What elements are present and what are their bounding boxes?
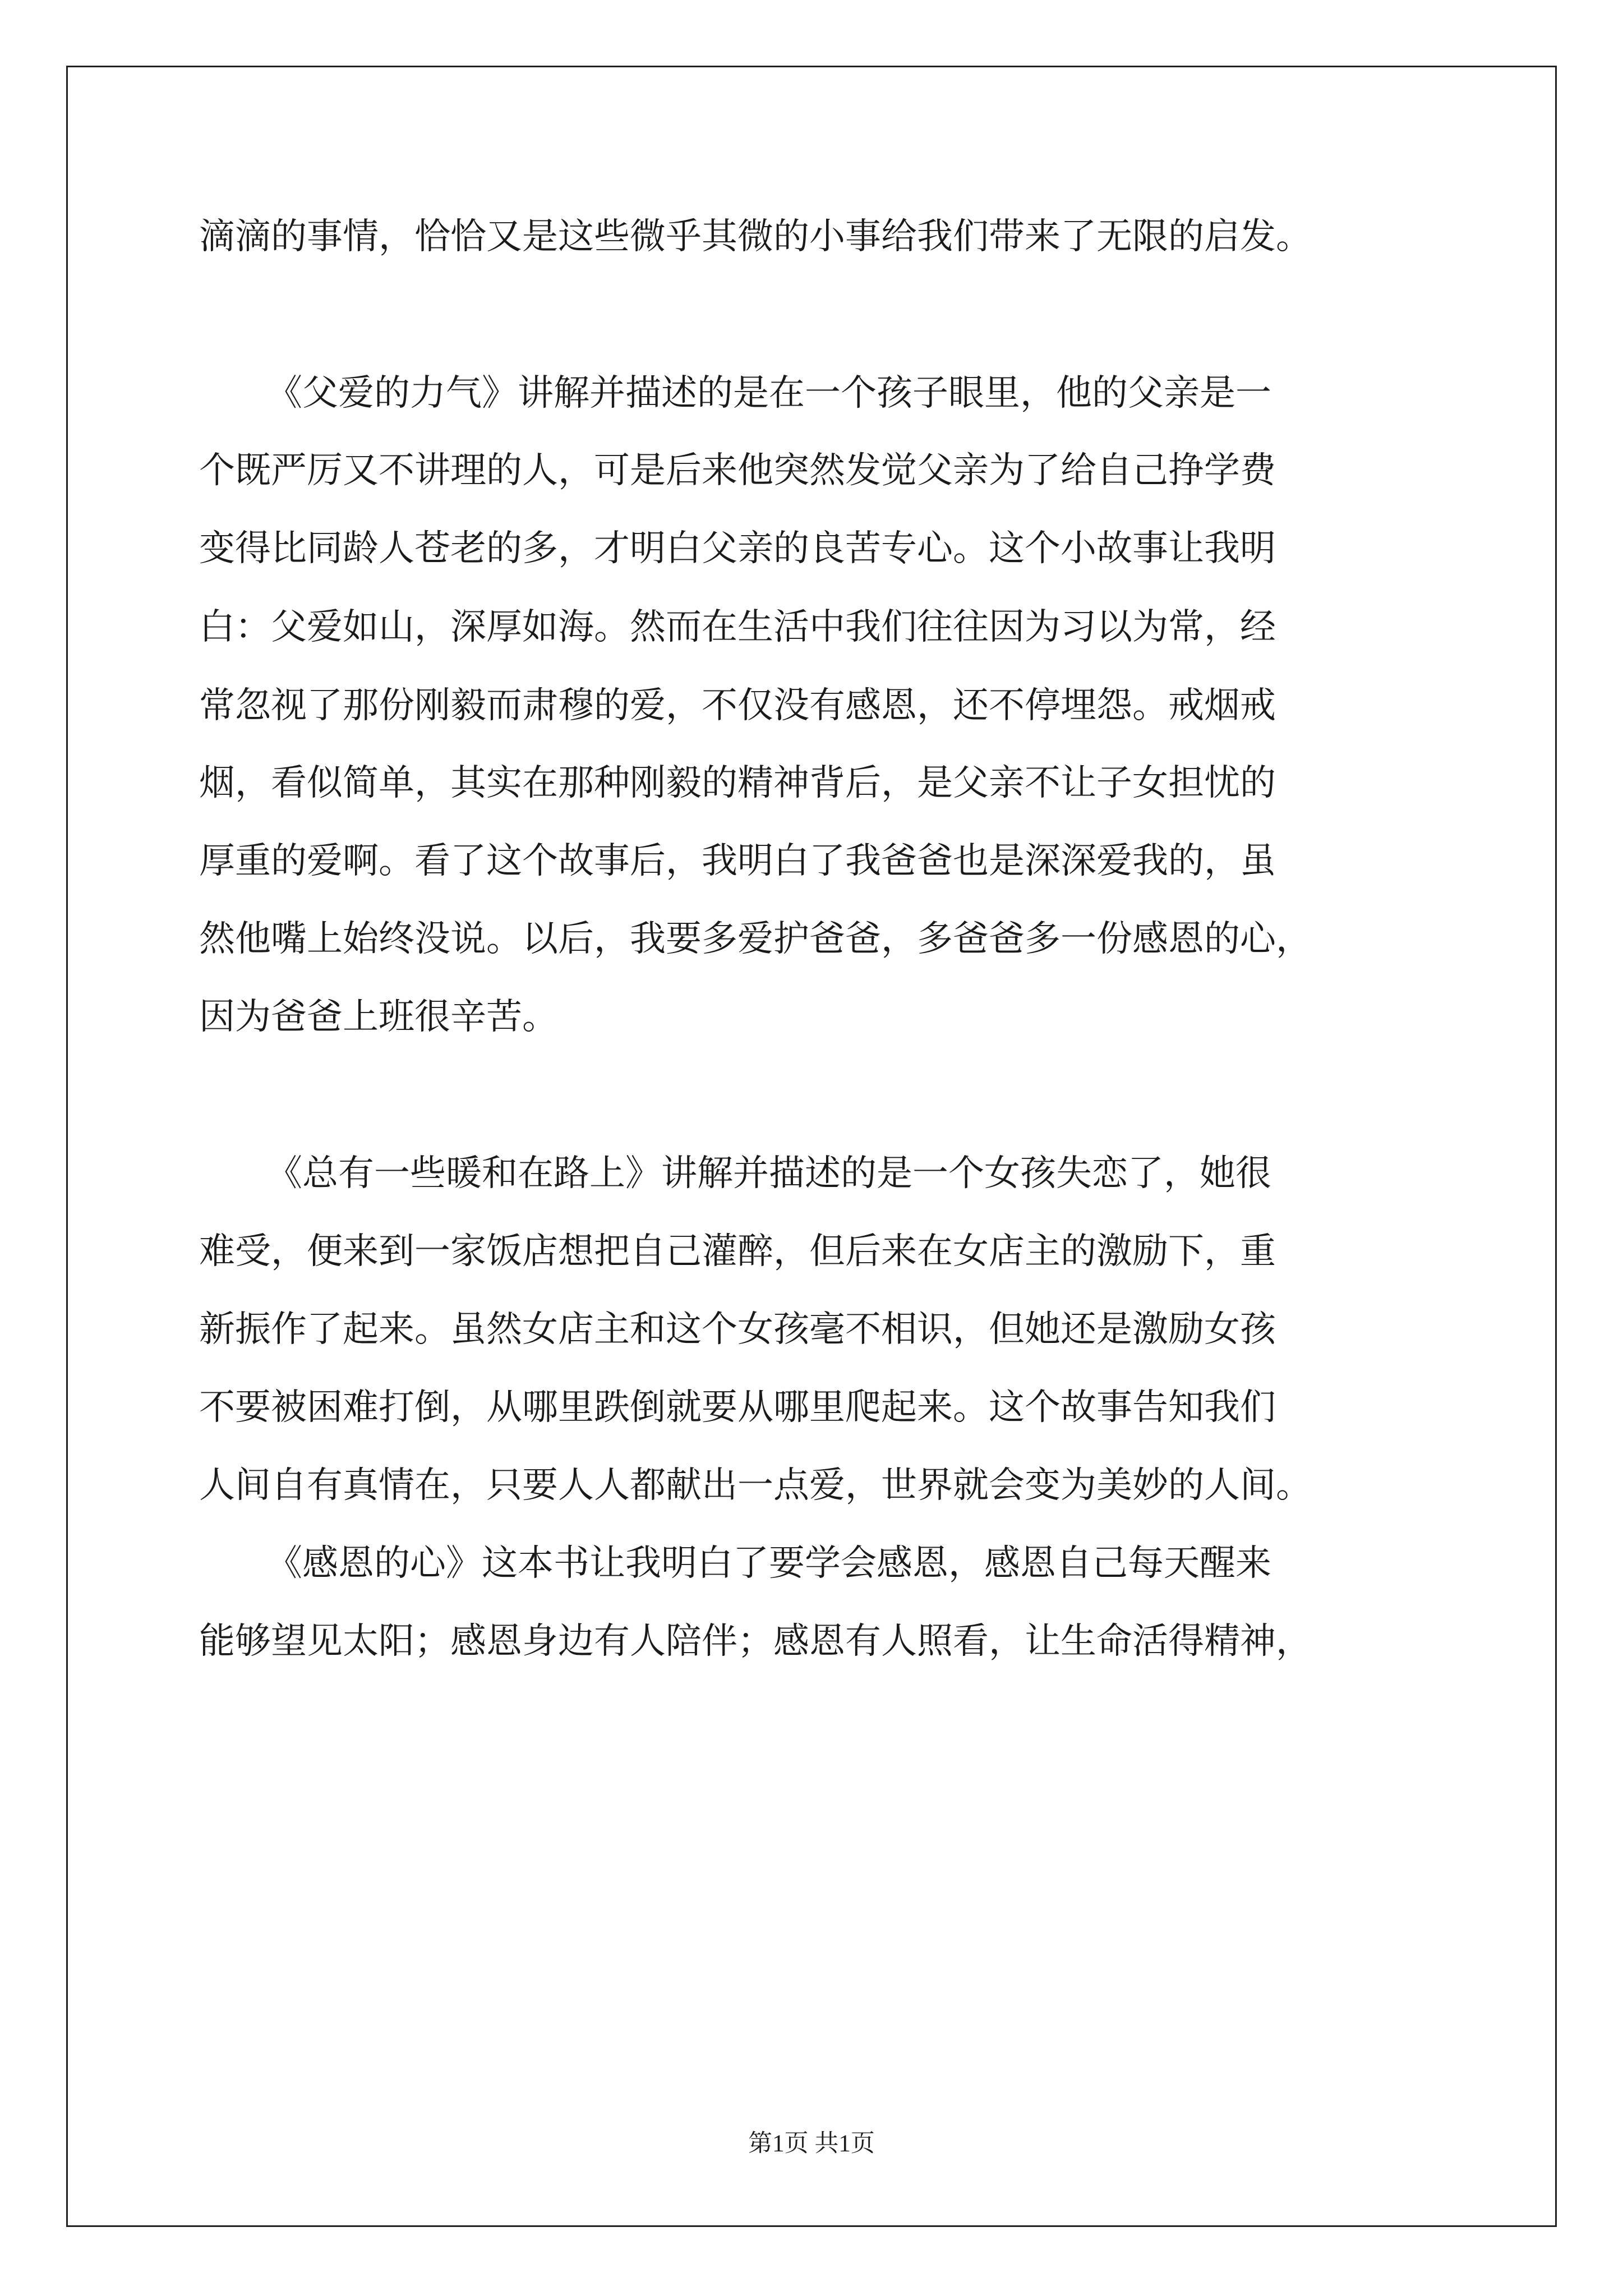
text-line: 烟，看似简单，其实在那种刚毅的精神背后，是父亲不让子女担忧的 — [199, 762, 1276, 804]
text-line: 不要被困难打倒，从哪里跌倒就要从哪里爬起来。这个故事告知我们 — [199, 1387, 1276, 1428]
page-number-footer: 第1页 共1页 — [748, 2131, 875, 2157]
text-line: 难受，便来到一家饭店想把自己灌醉，但后来在女店主的激励下，重 — [199, 1231, 1276, 1272]
paragraph-start-line: 《父爱的力气》讲解并描述的是在一个孩子眼里，他的父亲是一 — [266, 372, 1271, 414]
text-line: 因为爸爸上班很辛苦。 — [199, 996, 558, 1038]
text-line: 然他嘴上始终没说。以后，我要多爱护爸爸，多爸爸多一份感恩的心， — [199, 918, 1312, 960]
text-line: 新振作了起来。虽然女店主和这个女孩毫不相识，但她还是激励女孩 — [199, 1309, 1276, 1350]
paragraph-start-line: 《总有一些暖和在路上》讲解并描述的是一个女孩失恋了，她很 — [266, 1153, 1271, 1194]
text-line: 能够望见太阳；感恩身边有人陪伴；感恩有人照看，让生命活得精神， — [199, 1621, 1312, 1662]
text-line: 白：父爱如山，深厚如海。然而在生活中我们往往因为习以为常，经 — [199, 606, 1276, 648]
text-line: 人间自有真情在，只要人人都献出一点爱，世界就会变为美妙的人间。 — [199, 1465, 1312, 1506]
text-line: 厚重的爱啊。看了这个故事后，我明白了我爸爸也是深深爱我的，虽 — [199, 840, 1276, 882]
text-line: 变得比同龄人苍老的多，才明白父亲的良苦专心。这个小故事让我明 — [199, 528, 1276, 569]
text-line: 常忽视了那份刚毅而肃穆的爱，不仅没有感恩，还不停埋怨。戒烟戒 — [199, 685, 1276, 726]
text-line: 滴滴的事情，恰恰又是这些微乎其微的小事给我们带来了无限的启发。 — [199, 216, 1312, 257]
paragraph-start-line: 《感恩的心》这本书让我明白了要学会感恩，感恩自己每天醒来 — [266, 1543, 1271, 1584]
text-line: 个既严厉又不讲理的人，可是后来他突然发觉父亲为了给自己挣学费 — [199, 450, 1276, 491]
